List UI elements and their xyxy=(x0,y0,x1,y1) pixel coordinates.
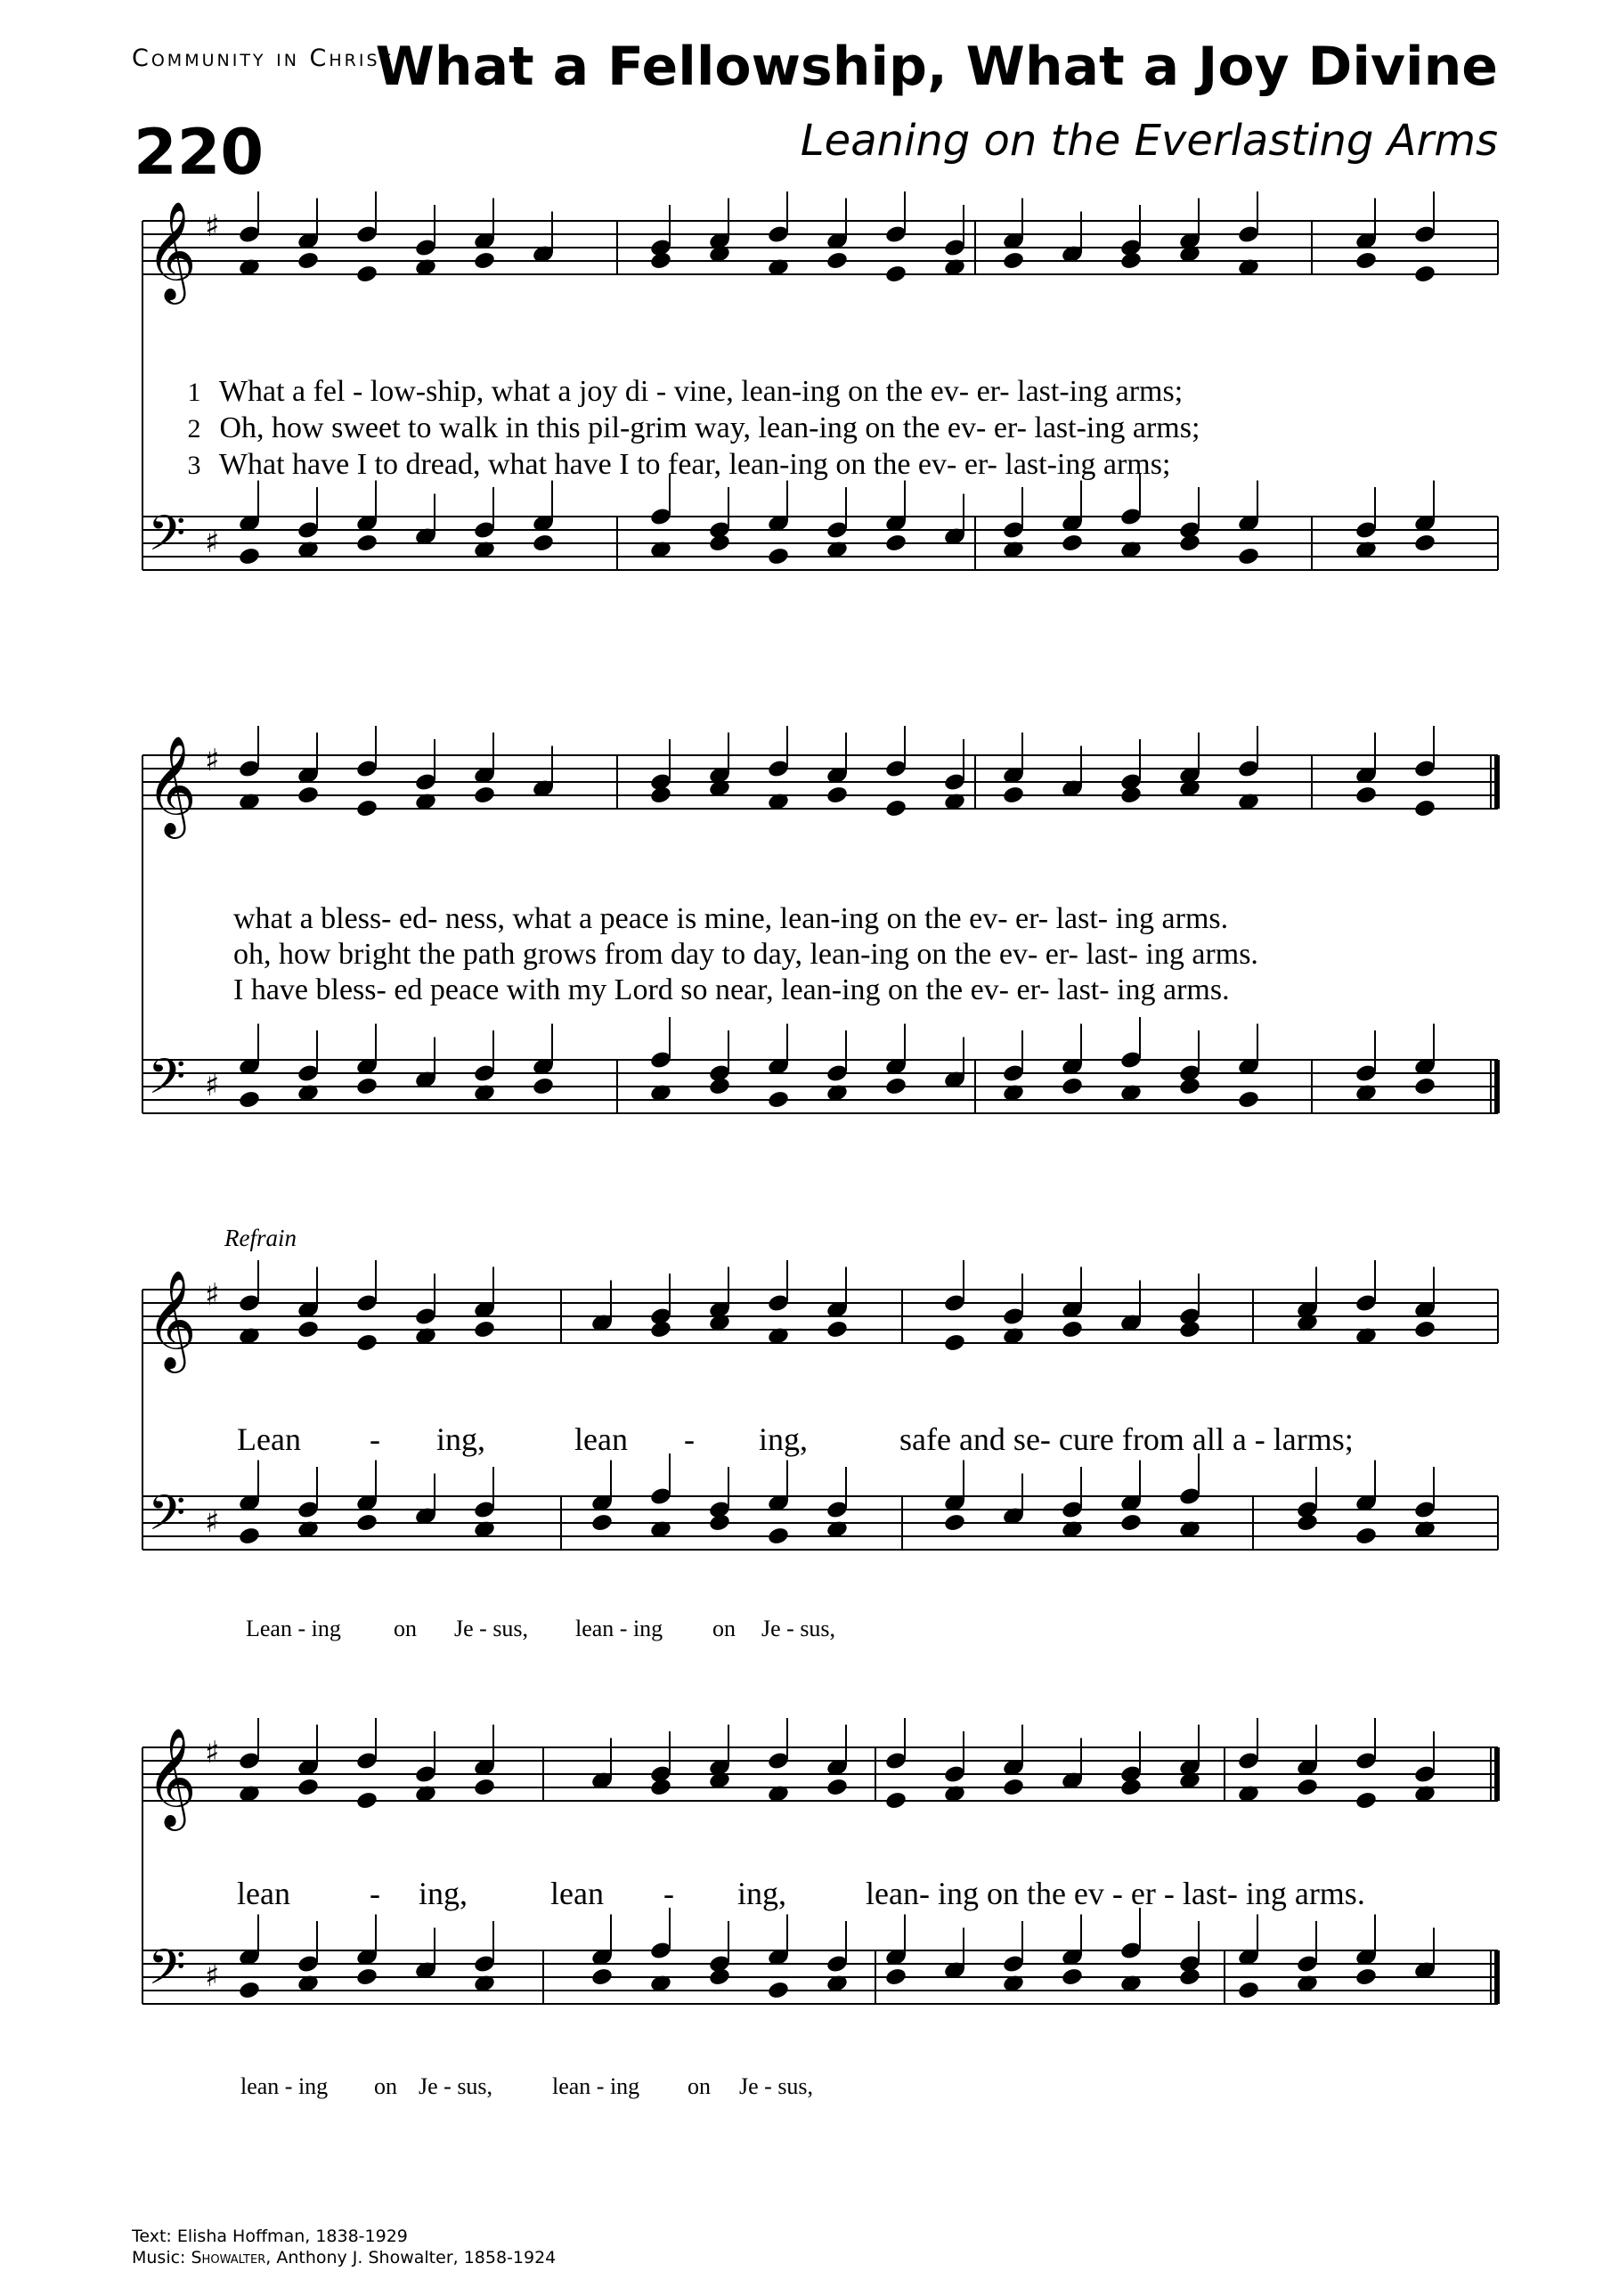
note-head xyxy=(355,1790,378,1811)
verse-text: What a fel - low-ship, what a joy di - vine, lean-ing on the ev- er- last-ing arms; xyxy=(218,375,1184,408)
refrain-word: lean xyxy=(574,1421,628,1457)
bass-lyric: on xyxy=(712,1616,736,1641)
note-head xyxy=(1119,1512,1143,1533)
note-head xyxy=(1061,533,1084,553)
note-head xyxy=(355,264,378,284)
note-head xyxy=(1413,264,1436,284)
note-head xyxy=(532,1076,555,1096)
refrain-word: lean xyxy=(550,1876,604,1911)
music-credit xyxy=(132,2248,556,2268)
note-head xyxy=(590,1966,614,1987)
note-head xyxy=(649,250,672,271)
bass-clef: 𝄢 xyxy=(148,1048,186,1117)
bass-lyric: Je - sus, xyxy=(454,1616,529,1641)
note-head xyxy=(884,798,907,818)
note-head xyxy=(1413,533,1436,553)
note-head xyxy=(238,1526,261,1546)
note-head xyxy=(826,1319,849,1339)
key-sharp: ♯ xyxy=(205,208,220,244)
note-head xyxy=(532,533,555,553)
bass-lyric: on xyxy=(374,2073,397,2099)
refrain-word: Lean xyxy=(237,1421,301,1457)
note-head xyxy=(1002,1777,1025,1797)
refrain-word: safe and se- cure from all a - larms; xyxy=(899,1421,1354,1457)
note-head xyxy=(1061,1076,1084,1096)
note-head xyxy=(767,1980,790,2000)
bass-lyric: Lean - ing xyxy=(246,1616,341,1641)
note-head xyxy=(473,785,496,805)
note-head xyxy=(1178,1319,1201,1339)
refrain-word: ing, xyxy=(436,1421,486,1457)
tune-subtitle: Leaning on the Everlasting Arms xyxy=(800,116,1498,166)
note-head xyxy=(1002,250,1025,271)
note-head xyxy=(1296,1512,1319,1533)
key-sharp: ♯ xyxy=(205,1735,220,1771)
note-head xyxy=(355,798,378,818)
key-sharp: ♯ xyxy=(205,1958,220,1994)
note-head xyxy=(1355,1526,1378,1546)
note-head xyxy=(708,533,731,553)
final-bar xyxy=(1494,755,1500,809)
refrain-word: - xyxy=(663,1876,674,1911)
note-head xyxy=(708,1966,731,1987)
note-head xyxy=(1178,533,1201,553)
final-bar xyxy=(1494,1060,1500,1113)
note-head xyxy=(590,1512,614,1533)
verse-block-1 xyxy=(176,374,1200,484)
bass-lyric: lean - ing xyxy=(552,2073,640,2099)
key-sharp: ♯ xyxy=(205,1068,220,1103)
key-sharp: ♯ xyxy=(205,525,220,560)
key-sharp: ♯ xyxy=(205,1277,220,1313)
note-head xyxy=(826,1777,849,1797)
refrain-word: ing, xyxy=(419,1876,468,1911)
verse-line xyxy=(176,447,1200,484)
treble-clef: 𝄞 xyxy=(146,1269,197,1369)
bass-clef: 𝄢 xyxy=(148,1939,186,2007)
note-head xyxy=(1413,798,1436,818)
final-bar xyxy=(1494,1950,1500,2004)
note-head xyxy=(1119,1777,1143,1797)
note-head xyxy=(826,785,849,805)
publisher-name: Community in Christ xyxy=(132,45,394,72)
text-credit: Text: Elisha Hoffman, 1838-1929 xyxy=(132,2227,408,2246)
note-head xyxy=(1178,1076,1201,1096)
note-head xyxy=(767,1089,790,1110)
note-head xyxy=(767,546,790,566)
verse-block-2 xyxy=(233,901,1258,1008)
bass-lyric: Je - sus, xyxy=(419,2073,493,2099)
refrain-word: ing, xyxy=(737,1876,787,1911)
note-head xyxy=(1296,1777,1319,1797)
note-head xyxy=(1061,1319,1084,1339)
note-head xyxy=(1002,785,1025,805)
note-head xyxy=(708,1512,731,1533)
note-head xyxy=(884,533,907,553)
note-head xyxy=(297,250,320,271)
note-head xyxy=(297,1777,320,1797)
refrain-word: lean- ing on the ev - er - last- ing arms. xyxy=(866,1876,1365,1911)
note-head xyxy=(1237,1089,1260,1110)
note-head xyxy=(649,1319,672,1339)
note-head xyxy=(826,250,849,271)
note-head xyxy=(355,1076,378,1096)
note-head xyxy=(355,1966,378,1987)
note-head xyxy=(238,1980,261,2000)
note-head xyxy=(884,1790,907,1811)
note-head xyxy=(649,785,672,805)
verse-line: oh, how bright the path grows from day to day, lean-ing on the ev- er- last- ing arms. xyxy=(233,938,1258,971)
verse-line xyxy=(176,411,1200,447)
refrain-word: - xyxy=(684,1421,695,1457)
music-credit-label: Music: xyxy=(132,2248,191,2268)
key-sharp: ♯ xyxy=(205,743,220,778)
verse-text: Oh, how sweet to walk in this pil-grim way, lean-ing on the ev- er- last-ing arms; xyxy=(219,411,1200,444)
bass-lyric: on xyxy=(688,2073,711,2099)
note-head xyxy=(767,1526,790,1546)
note-head xyxy=(1355,785,1378,805)
note-head xyxy=(708,1076,731,1096)
note-head xyxy=(355,1512,378,1533)
note-head xyxy=(1119,250,1143,271)
verse-number: 2 xyxy=(187,414,201,444)
hymn-title: What a Fellowship, What a Joy Divine xyxy=(375,36,1498,98)
note-head xyxy=(238,546,261,566)
refrain-word: lean xyxy=(237,1876,290,1911)
hymn-number: 220 xyxy=(134,116,264,189)
note-head xyxy=(473,1777,496,1797)
treble-clef: 𝄞 xyxy=(146,1727,197,1827)
note-head xyxy=(1355,1790,1378,1811)
refrain-word: - xyxy=(370,1421,380,1457)
note-head xyxy=(1237,1980,1260,2000)
bass-clef: 𝄢 xyxy=(148,505,186,574)
bass-lyric: Je - sus, xyxy=(761,1616,836,1641)
note-head xyxy=(884,1076,907,1096)
composer-credit: , Anthony J. Showalter, 1858-1924 xyxy=(265,2248,557,2268)
note-head xyxy=(649,1777,672,1797)
bass-lyric: lean - ing xyxy=(240,2073,329,2099)
treble-clef: 𝄞 xyxy=(146,735,197,835)
bass-lyric: Je - sus, xyxy=(739,2073,814,2099)
note-head xyxy=(355,533,378,553)
treble-clef: 𝄞 xyxy=(146,200,197,300)
tune-name: Showalter xyxy=(191,2248,266,2268)
note-head xyxy=(943,1332,966,1353)
bass-lyric: lean - ing xyxy=(575,1616,663,1641)
key-sharp: ♯ xyxy=(205,1504,220,1540)
note-head xyxy=(297,785,320,805)
verse-line xyxy=(176,374,1200,411)
note-head xyxy=(238,1089,261,1110)
note-head xyxy=(1061,1966,1084,1987)
refrain-word: ing, xyxy=(759,1421,809,1457)
refrain-word: - xyxy=(370,1876,380,1911)
final-bar xyxy=(1494,1747,1500,1801)
note-head xyxy=(473,1319,496,1339)
note-head xyxy=(884,264,907,284)
note-head xyxy=(1413,1319,1436,1339)
verse-number: 1 xyxy=(187,378,201,407)
note-head xyxy=(943,1512,966,1533)
bass-lyric: on xyxy=(394,1616,417,1641)
note-head xyxy=(1237,546,1260,566)
note-head xyxy=(1119,785,1143,805)
note-head xyxy=(1413,1076,1436,1096)
note-head xyxy=(297,1319,320,1339)
verse-line: what a bless- ed- ness, what a peace is mine, lean-ing on the ev- er- last- ing arms. xyxy=(233,902,1229,935)
verse-number: 3 xyxy=(187,451,201,480)
note-head xyxy=(355,1332,378,1353)
note-head xyxy=(884,1966,907,1987)
verse-line: I have bless- ed peace with my Lord so near, lean-ing on the ev- er- last- ing arms. xyxy=(233,973,1230,1006)
refrain-label: Refrain xyxy=(224,1225,297,1251)
verse-text: What have I to dread, what have I to fear, lean-ing on the ev- er- last-ing arms; xyxy=(218,448,1171,481)
note-head xyxy=(1178,1966,1201,1987)
note-head xyxy=(1355,1966,1378,1987)
note-head xyxy=(1355,250,1378,271)
note-head xyxy=(473,250,496,271)
bass-clef: 𝄢 xyxy=(148,1485,186,1553)
